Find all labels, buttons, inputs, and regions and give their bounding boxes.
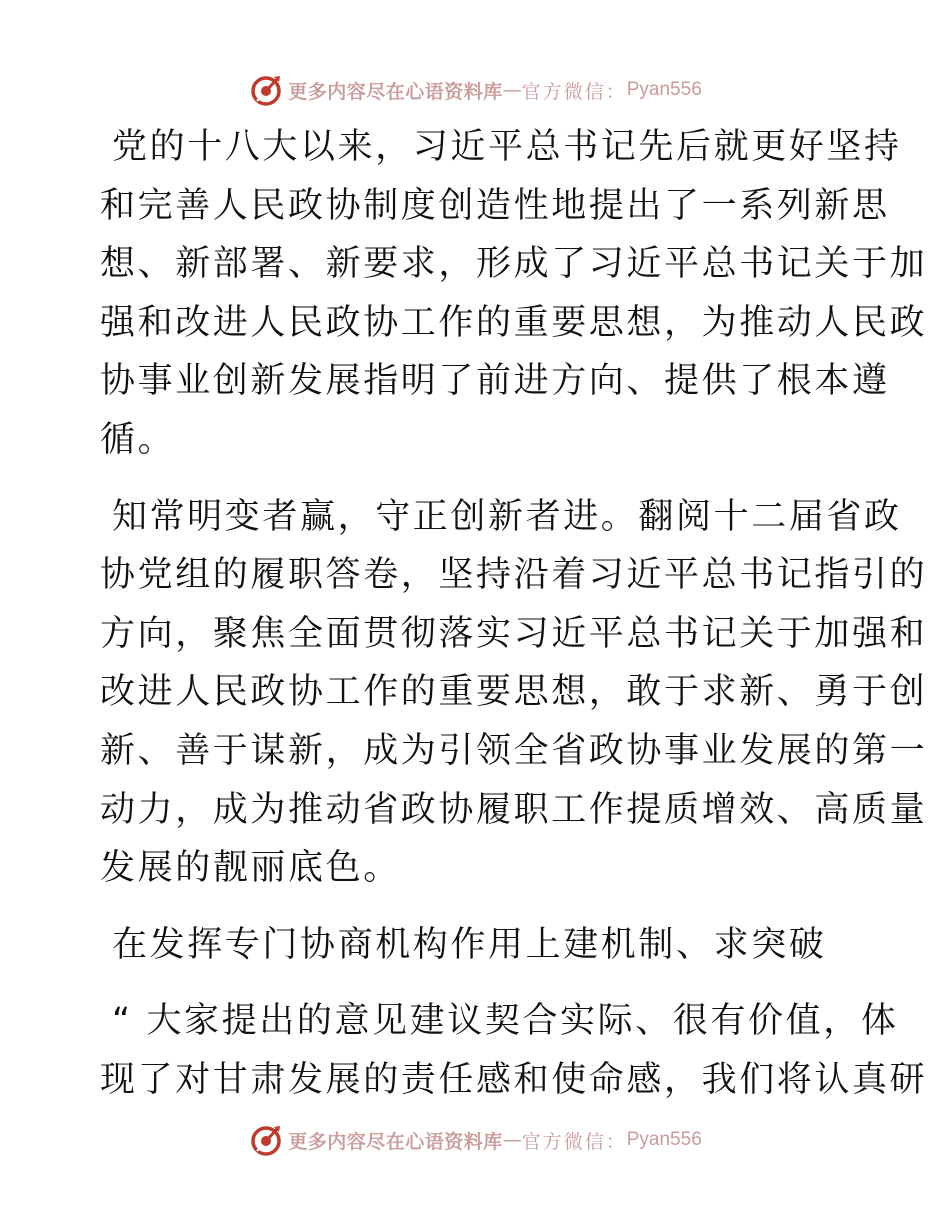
text-line: 现了对甘肃发展的责任感和使命感，我们将认真研 (100, 1059, 928, 1100)
text-line: 党的十八大以来，习近平总书记先后就更好坚持 (112, 127, 902, 167)
banner-official-text: 官方微信： (521, 1130, 627, 1153)
paragraph-2 (100, 488, 928, 898)
text-line: “ 大家提出的意见建议契合实际、很有价值，体 (112, 1001, 899, 1042)
header-banner (0, 70, 950, 110)
banner-dash: — (502, 79, 522, 101)
banner-official-text: 官方微信： (521, 80, 627, 103)
banner-dash: — (502, 1129, 522, 1151)
banner-main-text: 更多内容尽在心语资料库 (288, 1130, 503, 1153)
banner-main-text: 更多内容尽在心语资料库 (288, 80, 503, 103)
text-line: 方向，聚焦全面贯彻落实习近平总书记关于加强和 (100, 613, 928, 654)
document-body (100, 118, 928, 1128)
banner-wechat-id: Pyan556 (626, 79, 702, 100)
heading-line: 在发挥专门协商机构作用上建机制、求突破 (112, 924, 827, 965)
text-line: 强和改进人民政协工作的重要思想，为推动人民政 (100, 302, 928, 343)
text-line: 知常明变者赢，守正创新者进。翻阅十二届省政 (112, 496, 902, 537)
logo-icon (248, 1122, 284, 1158)
paragraph-3 (100, 992, 928, 1109)
text-line: 改进人民政协工作的重要思想，敢于求新、勇于创 (100, 672, 928, 713)
text-line: 循。 (100, 419, 176, 460)
section-heading (100, 916, 860, 975)
text-line: 发展的靓丽底色。 (100, 848, 401, 889)
banner-wechat-id: Pyan556 (626, 1129, 702, 1150)
text-line: 想、新部署、新要求，形成了习近平总书记关于加 (100, 244, 928, 285)
text-line: 协党组的履职答卷，坚持沿着习近平总书记指引的 (100, 555, 928, 596)
paragraph-1 (100, 118, 928, 470)
logo-icon (248, 72, 284, 108)
text-line: 新、善于谋新，成为引领全省政协事业发展的第一 (100, 730, 928, 771)
footer-banner (0, 1120, 950, 1160)
text-line: 和完善人民政协制度创造性地提出了一系列新思 (100, 185, 890, 226)
text-line: 动力，成为推动省政协履职工作提质增效、高质量 (100, 789, 928, 830)
text-line: 协事业创新发展指明了前进方向、提供了根本遵 (100, 361, 890, 402)
